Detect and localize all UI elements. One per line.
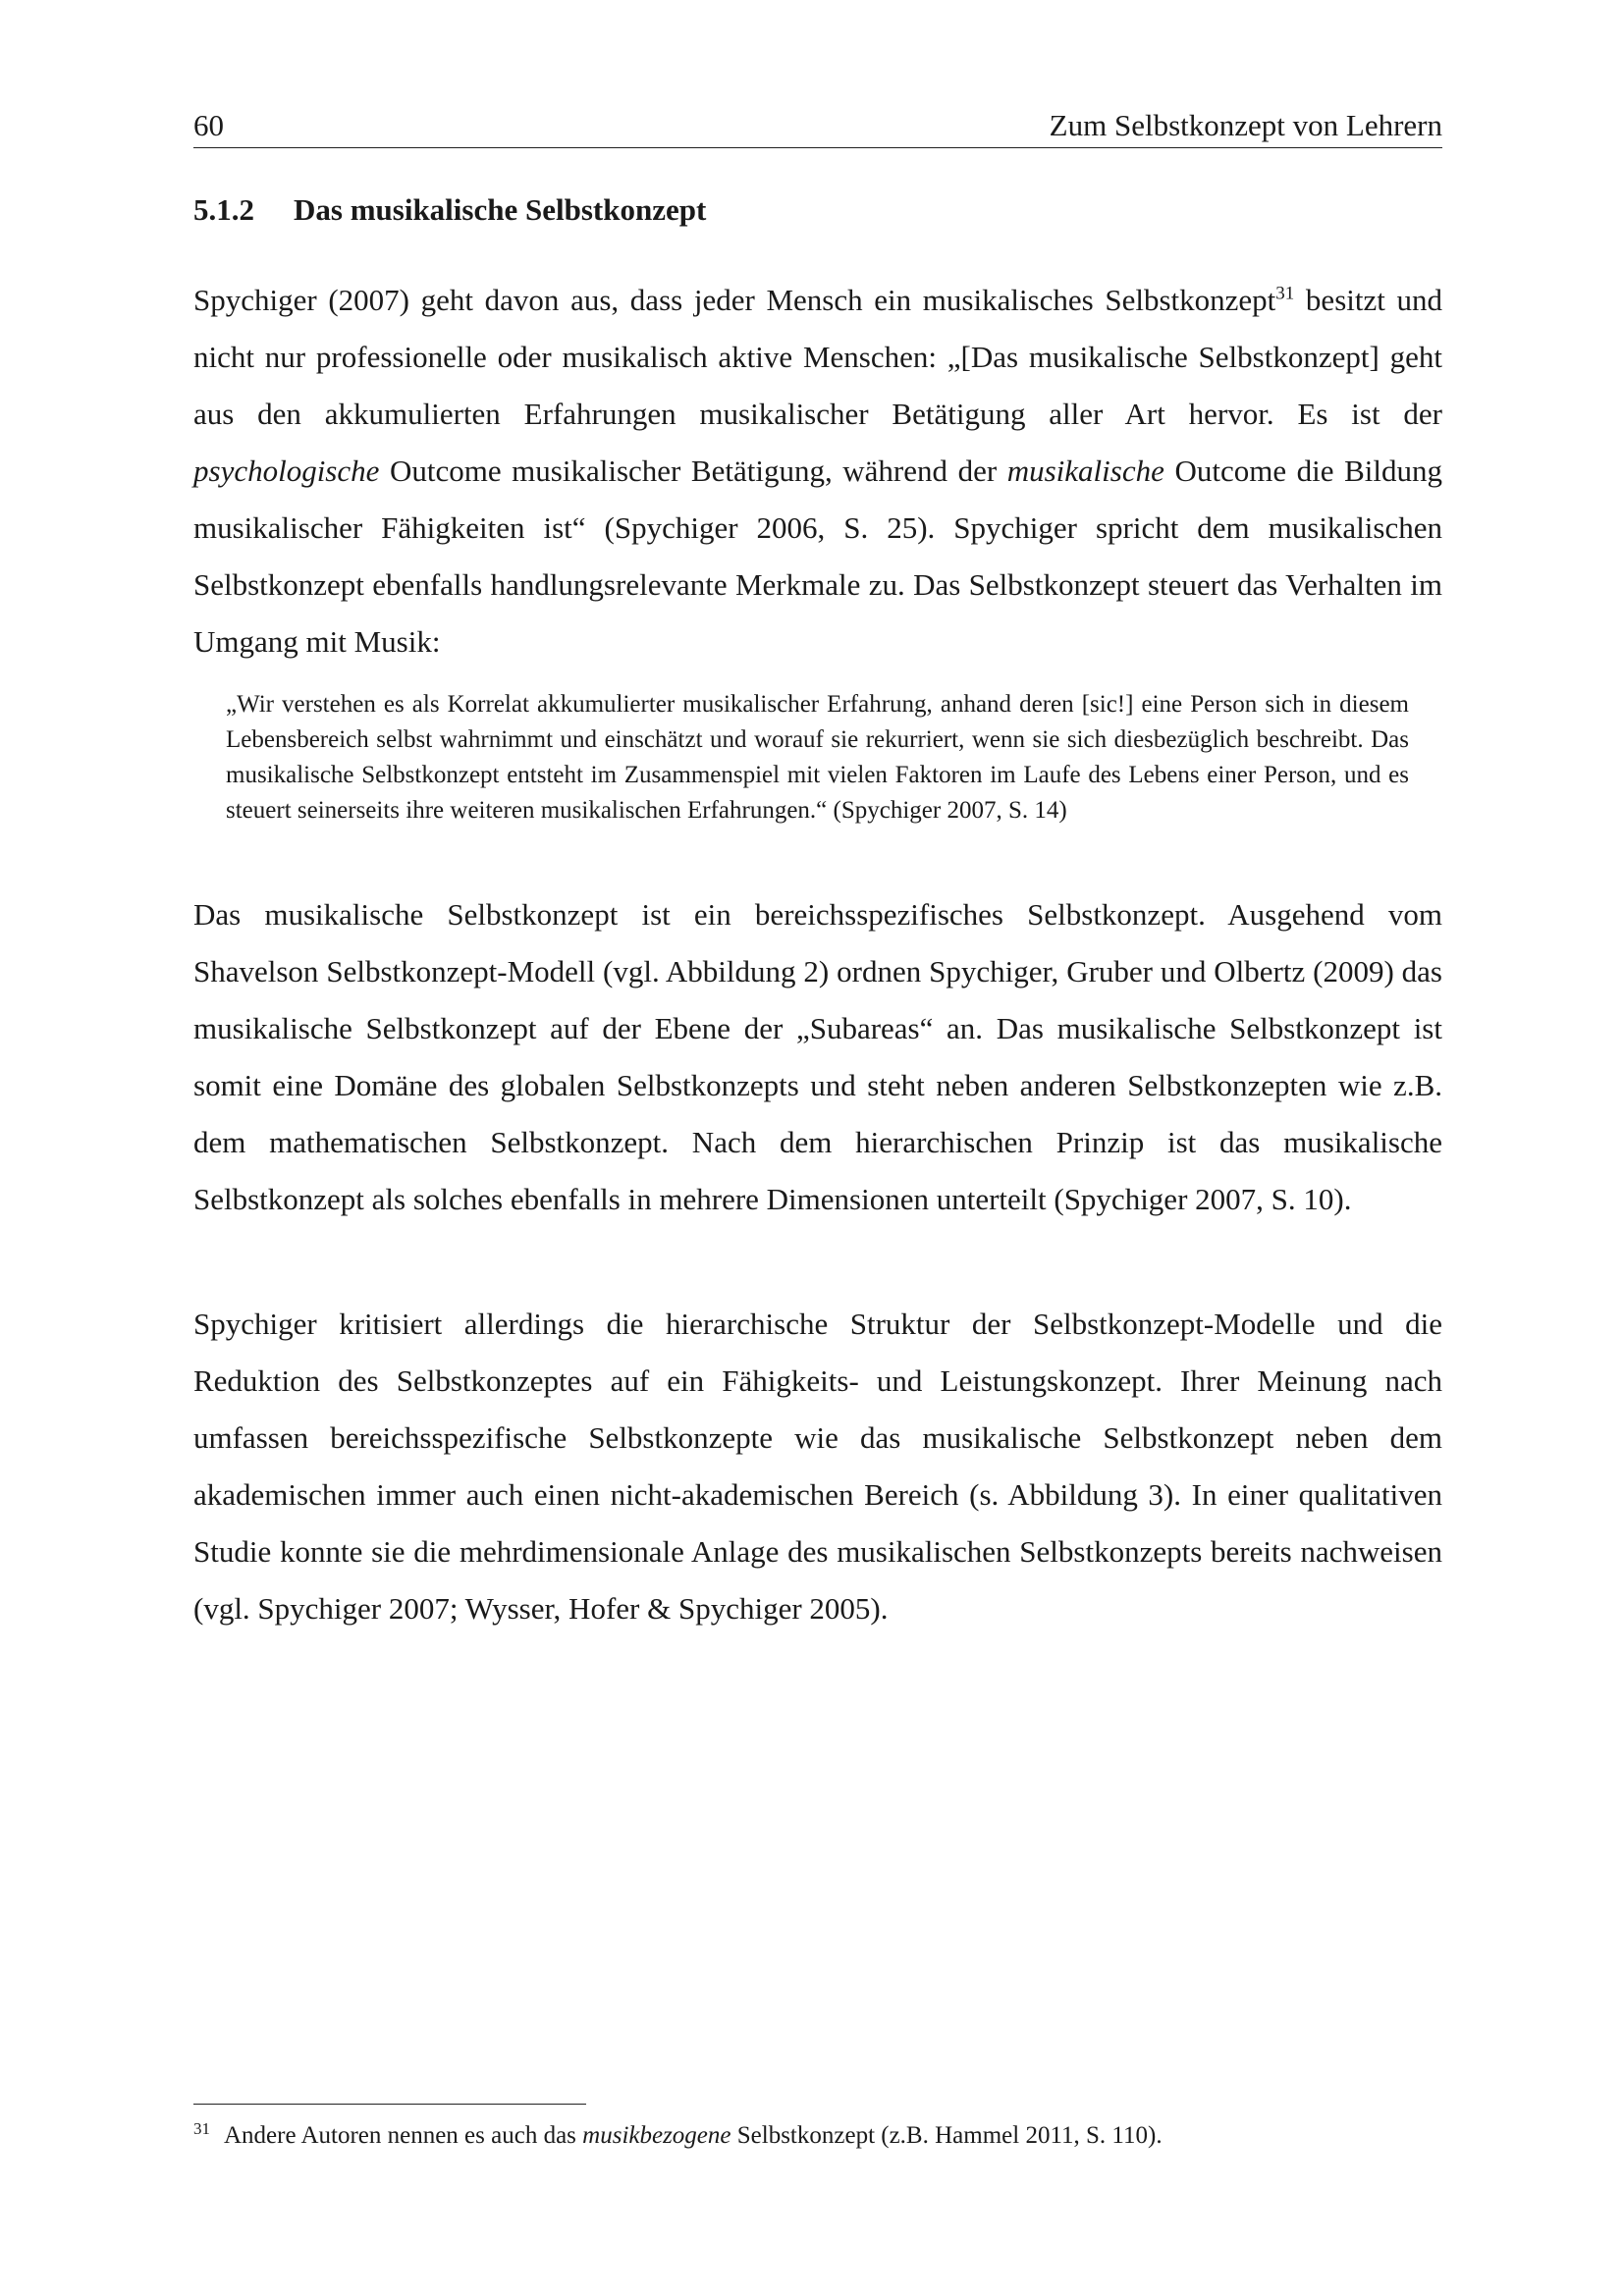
footnote [193,2118,1163,2154]
paragraph-1 [193,272,1442,670]
paragraph-1-text-c: Outcome musikalischer Betätigung, während der [379,454,1007,488]
emphasis-musikalische: musikalische [1006,454,1164,488]
footnote-reference: 31 [1275,283,1295,304]
page-number: 60 [193,108,224,142]
paragraph-1-text-b: besitzt und nicht nur professionelle oder musikalisch aktive Menschen: „[Das musikalische Selbstkonzept] geht aus den akkumulierten Erfahrungen musikalischer Betätigung aller Art hervor. Es ist der [193,283,1443,431]
emphasis-psychologische: psychologische [193,454,380,488]
block-quote: „Wir verstehen es als Korrelat akkumulierter musikalischer Erfahrung, anhand deren [sic!] eine Person sich in diesem Lebensbereich selbst wahrnimmt und einschätzt und worauf sie rekurriert, wenn sie sich diesbezüglich beschreibt. Das musikalische Selbstkonzept entsteht im Zusammenspiel mit vielen Faktoren im Laufe des Lebens einer Person, und es steuert seinerseits ihre weiteren musikalischen Erfahrungen.“ (Spychiger 2007, S. 14) [226,691,1409,824]
running-title: Zum Selbstkonzept von Lehrern [1049,108,1442,142]
page-header [193,104,1442,148]
emphasis-musikbezogene: musikbezogene [582,2122,731,2149]
section-heading [193,192,706,228]
paragraph-1-text-d: Outcome die Bildung musikalischer Fähigkeiten ist“ (Spychiger 2006, S. 25). Spychiger spricht dem musikalischen Selbstkonzept ebenfalls handlungsrelevante Merkmale zu. Das Selbstkonzept steuert das Verhalten im Umgang mit Musik: [193,454,1442,659]
footnote-text-b: Selbstkonzept (z.B. Hammel 2011, S. 110). [730,2122,1163,2149]
footnote-number: 31 [193,2118,210,2138]
paragraph-2: Das musikalische Selbstkonzept ist ein bereichsspezifisches Selbstkonzept. Ausgehend vom Shavelson Selbstkonzept-Modell (vgl. Abbildung 2) ordnen Spychiger, Gruber und Olbertz (2009) das musikalische Selbstkonzept auf der Ebene der „Subareas“ an. Das musikalische Selbstkonzept ist somit eine Domäne des globalen Selbstkonzepts und steht neben anderen Selbstkonzepten wie z.B. dem mathematischen Selbstkonzept. Nach dem hierarchischen Prinzip ist das musikalische Selbstkonzept als solches ebenfalls in mehrere Dimensionen unterteilt (Spychiger 2007, S. 10). [193,897,1442,1216]
footnote-divider [193,2104,586,2105]
section-title: Das musikalische Selbstkonzept [294,192,707,227]
paragraph-1-text-a: Spychiger (2007) geht davon aus, dass jeder Mensch ein musikalisches Selbstkonzept [193,283,1276,317]
footnote-text-a: Andere Autoren nennen es auch das [224,2122,583,2149]
paragraph-3: Spychiger kritisiert allerdings die hierarchische Struktur der Selbstkonzept-Modelle und die Reduktion des Selbstkonzeptes auf ein Fähigkeits- und Leistungskonzept. Ihrer Meinung nach umfassen bereichsspezifische Selbstkonzepte wie das musikalische Selbstkonzept neben dem akademischen immer auch einen nicht-akademischen Bereich (s. Abbildung 3). In einer qualitativen Studie konnte sie die mehrdimensionale Anlage des musikalischen Selbstkonzepts bereits nachweisen (vgl. Spychiger 2007; Wysser, Hofer & Spychiger 2005). [193,1307,1442,1626]
section-number: 5.1.2 [193,192,254,227]
